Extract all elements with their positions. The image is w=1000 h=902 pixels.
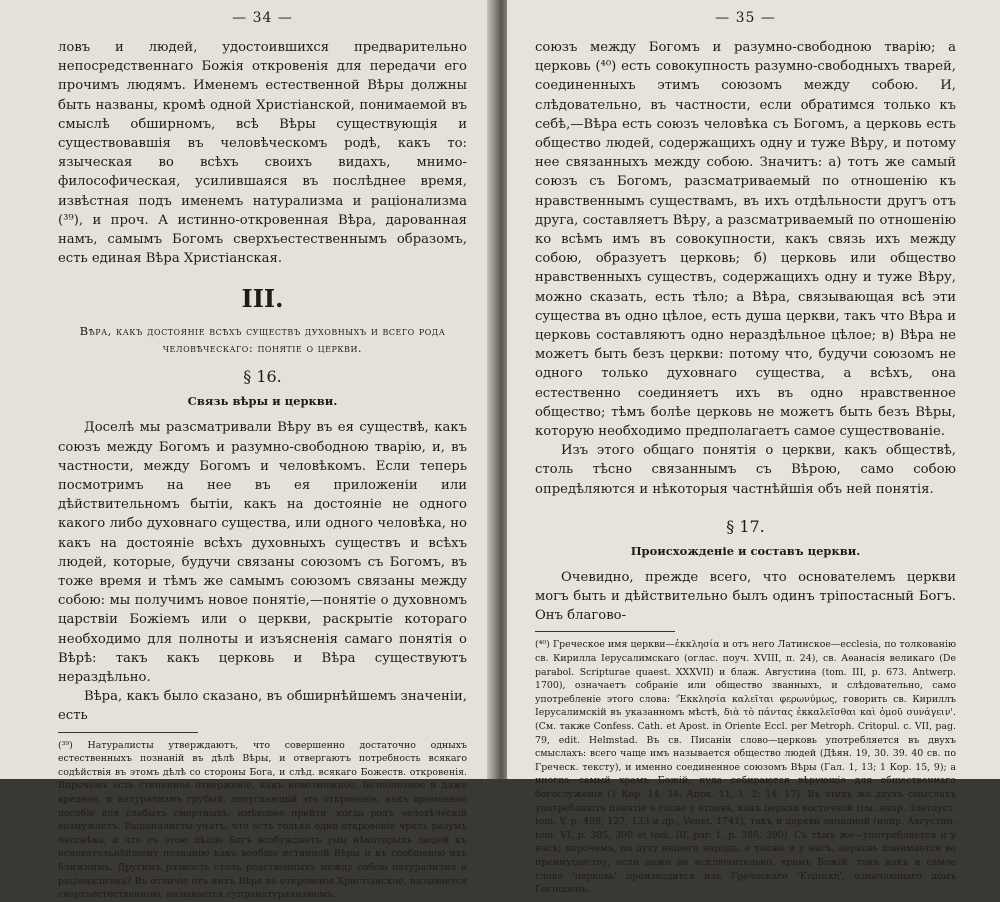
- footnote: (³⁹) Натуралисты утверждаютъ, что совершенно достаточно одныхъ естественныхъ познаній въ дѣлѣ Вѣры, и отвергаютъ потребность всякаго содѣйствія въ этомъ дѣлѣ со стороны Бога, и слѣд. всякаго Божеств. откровенія. Впрочемъ есть степенное отверженіе, какъ невозможное, безполезное и даже вредное, и натурализмъ грубый, допускающій это откровеніе, какъ временное пособіе для слабыхъ смертныхъ, имѣющее прейти, когда родъ человѣческій возмужаетъ. Раціоналисты учатъ, что есть только одно откровеніе чрезъ разумъ человѣка, и что съ этою цѣлію Богъ возбуждаетъ умы нѣкоторыхъ людей къ основательнѣйшему познанію какъ вообще истинной Вѣры и къ сообщенію ихъ ближнимъ. Другимъ разность столь родственныхъ между собою натурализма и раціонализма? Въ отличіе отъ нихъ Вѣра въ откровеніе Христіанское, пазывается сверхъестественною, называется супранатурализмомъ.: [58, 739, 467, 901]
- main-paragraph: Очевидно, прежде всего, что основателемъ церкви могъ быть и дѣйствительно былъ одинъ тріпостасный Богъ. Онъ благово-: [535, 569, 956, 624]
- last-paragraph: Вѣра, какъ было сказано, въ обширнѣйшемъ значеніи, есть: [58, 689, 467, 724]
- section-title: Вѣра, какъ достояніе всѣхъ существъ духовныхъ и всего рода человѣческаго: понятіе о церкви.: [79, 324, 446, 356]
- paragraph-mark: § 16.: [243, 367, 282, 387]
- second-paragraph: Изъ этого общаго понятія о церкви, какъ обществѣ, столь тѣсно связаннымъ съ Вѣрою, само собою опредѣляются и нѣкоторыя частнѣйшія объ ней понятія.: [535, 443, 956, 497]
- intro-paragraph: ловъ и людей, удостоившихся предварительно непосредственнаго Божія откровенія для передачи его прочимъ людямъ. Именемъ естественной Вѣры должны быть названы, кромѣ одной Христіанской, понимаемой въ смыслѣ обширномъ, всѣ Вѣры существующія и существовавшія въ человѣческомъ родѣ, какъ то: языческая во всѣхъ своихъ видахъ, мнимо-философическая, усилившаяся въ послѣднее время, извѣстная подъ именемъ натурализма и раціонализма (³⁹), и проч. А истинно-откровенная Вѣра, дарованная намъ, самымъ Богомъ сверхъестественнымъ образомъ, есть единая Вѣра Христіанская.: [58, 40, 467, 267]
- paragraph-mark: § 17.: [726, 516, 765, 536]
- main-paragraph: Доселѣ мы разсматривали Вѣру въ ея существѣ, какъ союзъ между Богомъ и разумно-свободною тварію, и, въ частности, между Богомъ и человѣкомъ. Если теперь посмотримъ на нее въ ея приложеніи или дѣйствительномъ бытіи, какъ на достояніе не одного какого либо духовнаго существа, или одного человѣка, но какъ на достояніе всѣхъ духовныхъ существъ и всѣхъ людей, которые, будучи связаны союзомъ съ Богомъ, въ тоже время и тѣмъ же самымъ союзомъ связаны между собою: мы получимъ новое понятіе,—понятіе о духовномъ царствіи Божіемъ или о церкви, раскрытіе котораго необходимо для полноты и изъясненія самаго понятія о Вѣрѣ: такъ какъ церковь и Вѣра существуютъ нераздѣльно.: [58, 420, 467, 686]
- footnote-divider: [535, 631, 675, 632]
- subtitle: Происхожденіе и составъ церкви.: [630, 543, 861, 558]
- section-numeral: III.: [241, 284, 284, 314]
- left-page: [0, 0, 493, 901]
- footnote-divider: [58, 732, 198, 733]
- footnote: (⁴⁰) Греческое имя церкви—ἐκκλησία и отъ него Латинское—ecclesia, по толкованію св. Кирилла Іерусалимскаго (оглас. поуч. XVIII, п. 24), св. Аѳанасія великаго (De parabol. Scripturae quaest. XXXVII) и блаж. Августина (tom. III, p. 673. Antwerp. 1700), означаетъ собраніе или общество званныхъ, и слѣдовательно, само употребленіе этого слова: 'Ἐκκλησία καλεῖται φερωνύμως, говорить св. Кириллъ Іерусалимскій въ указанномъ мѣстѣ, διὰ τὸ πάντας ἐκκαλεῖσθαι καὶ ὁμοῦ συνάγειν'. (См. также Confess. Cath. et Apost. in Oriente Eccl. per Metroph. Critopul. c. VII, pag. 79, edit. Helmstad. Въ св. Писаніи слово—церковь употребляется въ двухъ смыслахъ: всего чаще имъ называется общество людей (Дѣян. 19, 30. 39. 40 св. по Греческ. тексту), и именно соединенное союзомъ Вѣры (Гал. 1, 13; 1 Кор. 15, 9); а иногда—самый храмъ Божій, куда собираются вѣрующіе для общественнаго богослуженія (1 Кор. 14, 34; Апок. 11, 1. 2; 14, 17). Въ этихъ же двухъ смыслахъ употребляютъ понятіе о слово у отцевъ, какъ церкви восточной (см. напр. Златоуст. tom. V, p. 498, 127, 133 и др., Venet. 1741), такъ и церкви западной (напр. Августин. tom. VI, p. 385, 390 et tom. III, par. 1, p. 386, 390). Съ тѣмъ же—употребляется и у насъ; впрочемъ, по духу нашего народа, а также и у насъ, церковь понимается во преимуществу, если даже не исключительно, храмъ Божій: такъ какъ и самое слово 'церковь' производится изъ Греческаго 'Κυριακὴ', означающаго домъ Господень.: [535, 639, 956, 896]
- page-number: — 34 —: [232, 10, 293, 26]
- subtitle: Связь вѣры и церкви.: [187, 394, 338, 409]
- top-paragraph: союзъ между Богомъ и разумно-свободною тварію; а церковь (⁴⁰) есть совокупность разумно-свободныхъ тварей, соединенныхъ этимъ союзомъ между собою. И, слѣдовательно, въ частности, если обратимся только къ себѣ,—Вѣра есть союзъ человѣка съ Богомъ, а церковь есть общество людей, содержащихъ одну и туже Вѣру, и потому нее связанныхъ между собою. Значитъ: а) тотъ же самый союзъ съ Богомъ, разсматриваемый по отношенію къ нравственнымъ существамъ, въ ихъ отдѣльности другъ отъ друга, составляетъ Вѣру, а разсматриваемый по отношенію ко всѣмъ имъ въ совокупности, какъ связь ихъ между собою, образуетъ церковь; б) церковь или общество нравственныхъ существъ, содержащихъ одну и туже Вѣру, можно сказать, есть тѣло; а Вѣра, связывающая всѣ эти существа въ одно цѣлое, есть душа церкви, такъ что Вѣра и церковь составляютъ одно нераздѣльное цѣлое; в) Вѣра не можетъ быть безъ церкви: потому что, будучи союзомъ не одного только духовнаго существа, а всѣхъ, она естественно соединяетъ ихъ въ одно нравственное общество; тѣмъ болѣе церковь не можетъ быть безъ Вѣры, которую необходимо предполагаетъ самое существованіе.: [535, 40, 956, 440]
- page-number: — 35 —: [715, 10, 776, 26]
- right-page: [507, 0, 1000, 896]
